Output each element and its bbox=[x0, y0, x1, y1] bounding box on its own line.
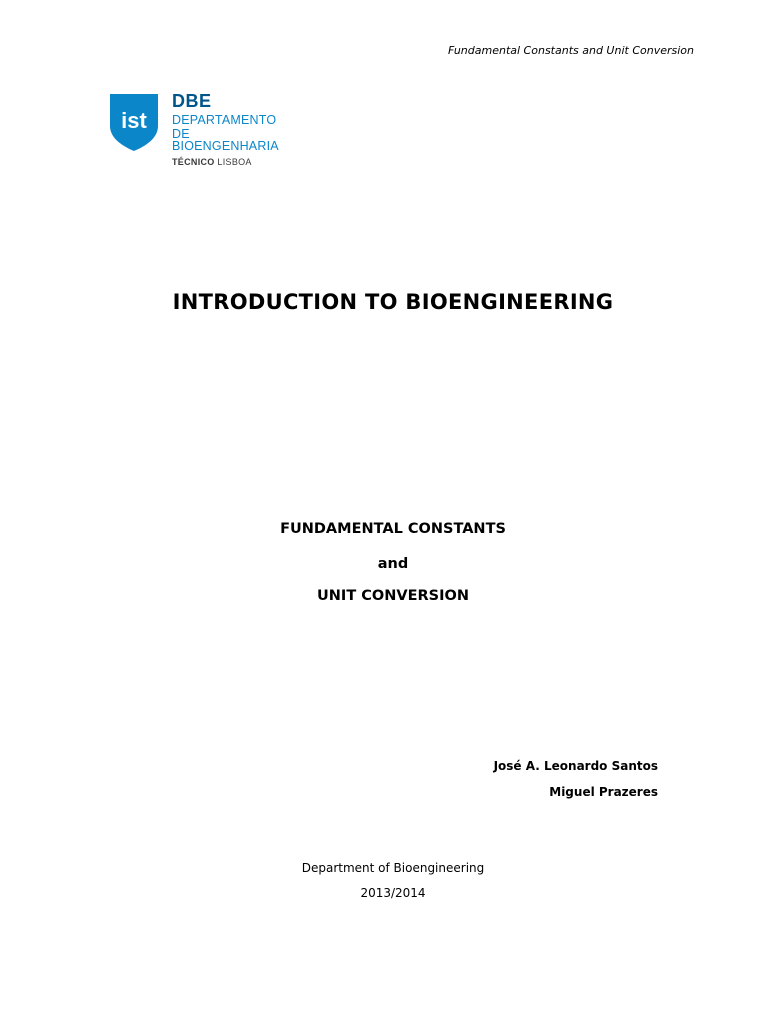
logo-text bbox=[172, 92, 298, 167]
logo-line-2: DE BIOENGENHARIA bbox=[172, 126, 279, 153]
logo-line-1: DEPARTAMENTO bbox=[172, 113, 277, 127]
department-name: Department of Bioengineering bbox=[301, 861, 485, 875]
shield-text: ist bbox=[121, 108, 147, 133]
subtitle-line-3: UNIT CONVERSION bbox=[317, 588, 469, 604]
document-title: INTRODUCTION TO BIOENGINEERING bbox=[172, 290, 614, 314]
author-1: José A. Leonardo Santos bbox=[493, 759, 658, 773]
dbe-logo bbox=[108, 91, 298, 167]
logo-subline bbox=[172, 158, 298, 167]
author-2: Miguel Prazeres bbox=[549, 785, 658, 799]
subtitle-line-2: and bbox=[377, 556, 409, 572]
ist-shield-icon bbox=[108, 92, 160, 152]
subtitle-line-1: FUNDAMENTAL CONSTANTS bbox=[280, 521, 506, 537]
logo-sub-bold: TÉCNICO bbox=[172, 156, 215, 167]
logo-acronym: DBE bbox=[172, 91, 212, 111]
academic-year: 2013/2014 bbox=[360, 886, 426, 900]
running-header: Fundamental Constants and Unit Conversion bbox=[447, 44, 694, 57]
logo-sub-regular: LISBOA bbox=[217, 156, 252, 167]
